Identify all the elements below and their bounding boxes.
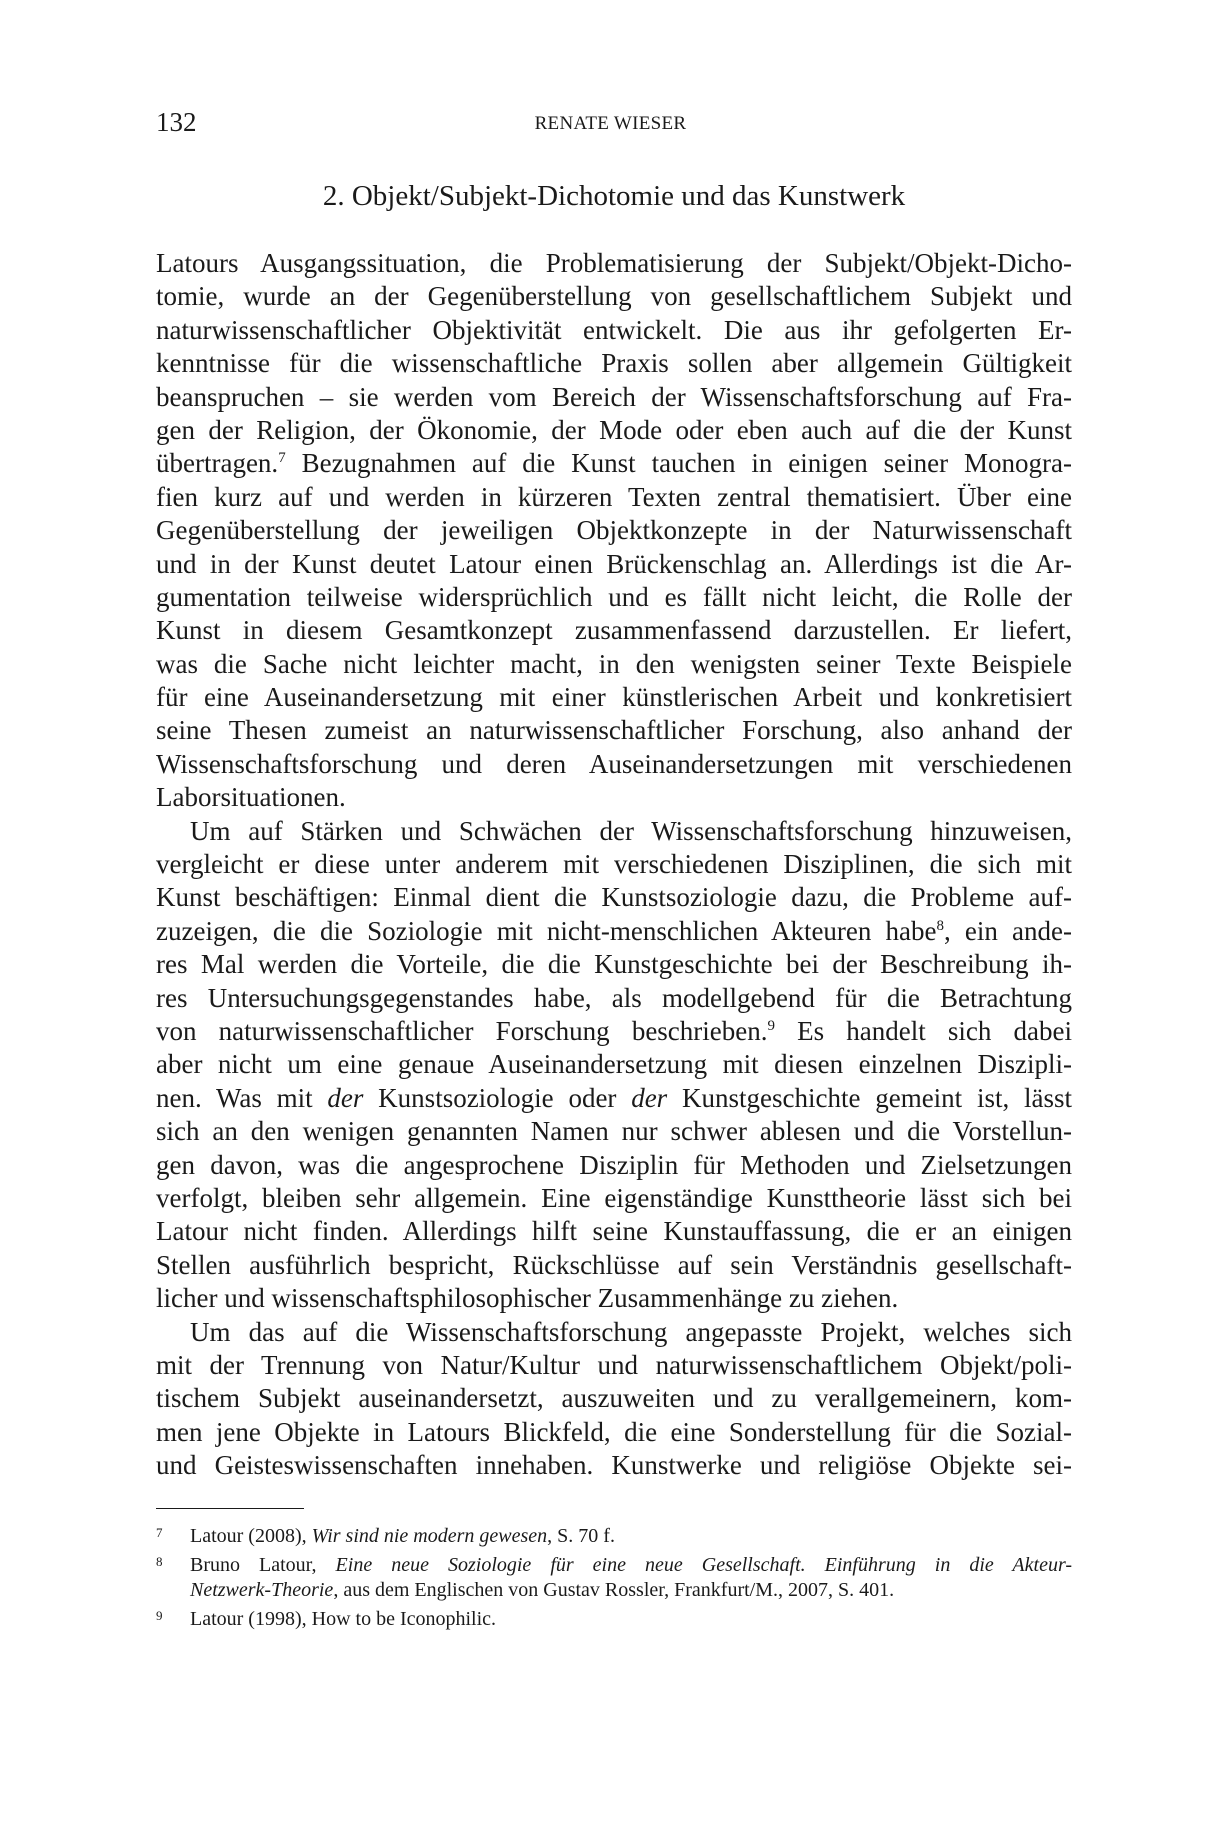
body-line: vergleicht er diese unter anderem mit verschiedenen Disziplinen, die sich mit xyxy=(156,849,1072,880)
body-line: beanspruchen – sie werden vom Bereich der Wissenschaftsforschung auf Fra- xyxy=(156,381,1072,412)
footnote-ref-9[interactable]: 9 xyxy=(767,1017,776,1034)
body-line: verfolgt, bleiben sehr allgemein. Eine eigenständige Kunsttheorie lässt sich bei xyxy=(156,1182,1072,1213)
body-text-span: Es handelt sich dabei xyxy=(775,1015,1073,1046)
body-line: Latour nicht finden. Allerdings hilft seine Kunstauffassung, die er an einigen xyxy=(156,1216,1072,1247)
footnote-number: 7 xyxy=(156,1525,163,1540)
body-line: licher und wissenschaftsphilosophischer Zusammenhänge zu ziehen. xyxy=(156,1283,899,1314)
body-line: res Untersuchungsgegenstandes habe, als modellgebend für die Betrachtung xyxy=(156,982,1072,1013)
footnote-number: 9 xyxy=(156,1608,163,1623)
footnote-7 xyxy=(156,1524,1072,1549)
footnote-title: Netzwerk-Theorie xyxy=(190,1579,334,1601)
body-line: und in der Kunst deutet Latour einen Brückenschlag an. Allerdings ist die Ar- xyxy=(156,548,1072,579)
emphasis: der xyxy=(327,1082,364,1113)
footnote-line xyxy=(190,1524,1072,1549)
body-line: men jene Objekte in Latours Blickfeld, die eine Sonderstellung für die Sozial- xyxy=(156,1416,1072,1447)
body-text xyxy=(156,247,1072,1482)
body-line: Um auf Stärken und Schwächen der Wissenschaftsforschung hinzuweisen, xyxy=(190,815,1072,846)
footnote-ref-8[interactable]: 8 xyxy=(936,917,945,934)
footnote-title: Wir sind nie modern gewesen xyxy=(311,1525,548,1547)
body-line xyxy=(156,1082,1072,1115)
footnote-title: Eine neue Soziologie für eine neue Gesellschaft. Einführung in die Akteur- xyxy=(335,1554,1072,1576)
body-text-span: übertragen. xyxy=(156,448,279,479)
body-line: Stellen ausführlich bespricht, Rückschlüsse auf sein Verständnis gesellschaft- xyxy=(156,1249,1072,1280)
body-line: gen der Religion, der Ökonomie, der Mode oder eben auch auf die der Kunst xyxy=(156,414,1072,445)
running-head-author: RENATE WIESER xyxy=(534,113,687,134)
body-line: aber nicht um eine genaue Auseinandersetzung mit diesen einzelnen Diszipli- xyxy=(156,1049,1072,1080)
body-text-span: Kunstgeschichte gemeint ist, lässt xyxy=(667,1082,1072,1113)
emphasis: der xyxy=(631,1082,668,1113)
body-line: Latours Ausgangssituation, die Problematisierung der Subjekt/Objekt-Dicho- xyxy=(156,248,1072,278)
body-line: res Mal werden die Vorteile, die die Kunstgeschichte bei der Beschreibung ih- xyxy=(156,949,1072,980)
body-line: gumentation teilweise widersprüchlich und es fällt nicht leicht, die Rolle der xyxy=(156,581,1072,612)
body-line: mit der Trennung von Natur/Kultur und naturwissenschaftlichem Objekt/poli- xyxy=(156,1349,1072,1380)
section-heading: 2. Objekt/Subjekt-Dichotomie und das Kunstwerk xyxy=(322,180,906,212)
footnote-9 xyxy=(156,1607,1072,1632)
body-line: seine Thesen zumeist an naturwissenschaftlicher Forschung, also anhand der xyxy=(156,715,1072,746)
footnote-text: , S. 70 f. xyxy=(547,1525,615,1547)
footnote-divider xyxy=(156,1508,304,1509)
body-line: für eine Auseinandersetzung mit einer künstlerischen Arbeit und konkretisiert xyxy=(156,682,1072,713)
body-line xyxy=(156,447,1072,480)
body-line: Um das auf die Wissenschaftsforschung angepasste Projekt, welches sich xyxy=(190,1316,1072,1347)
footnote-8 xyxy=(156,1553,1072,1603)
footnotes xyxy=(156,1524,1072,1632)
body-line xyxy=(156,1015,1072,1048)
body-line: was die Sache nicht leichter macht, in den wenigsten seiner Texte Beispiele xyxy=(156,648,1072,679)
body-text-span: Bezugnahmen auf die Kunst tauchen in einigen seiner Monogra- xyxy=(285,448,1072,479)
body-line: Wissenschaftsforschung und deren Auseinandersetzungen mit verschiedenen xyxy=(156,748,1072,779)
page-number: 132 xyxy=(156,107,197,137)
body-text-span: , ein ande- xyxy=(944,915,1072,946)
footnote-text: , aus dem Englischen von Gustav Rossler, Frankfurt/M., 2007, S. 401. xyxy=(333,1579,895,1601)
body-line: Kunst beschäftigen: Einmal dient die Kunstsoziologie dazu, die Probleme auf- xyxy=(156,882,1072,913)
body-line: sich an den wenigen genannten Namen nur schwer ablesen und die Vorstellun- xyxy=(156,1116,1072,1147)
body-line: kenntnisse für die wissenschaftliche Praxis sollen aber allgemein Gültigkeit xyxy=(156,348,1072,379)
body-line: Laborsituationen. xyxy=(156,782,346,813)
body-line: fien kurz auf und werden in kürzeren Texten zentral thematisiert. Über eine xyxy=(156,481,1072,512)
body-line: gen davon, was die angesprochene Disziplin für Methoden und Zielsetzungen xyxy=(156,1149,1072,1180)
body-line: tischem Subjekt auseinandersetzt, auszuweiten und zu verallgemeinern, kom- xyxy=(156,1383,1072,1414)
footnote-ref-7[interactable]: 7 xyxy=(278,450,286,467)
footnote-text: Bruno Latour, xyxy=(190,1554,336,1576)
body-line: Gegenüberstellung der jeweiligen Objektkonzepte in der Naturwissenschaft xyxy=(156,515,1072,546)
footnote-line: Latour (1998), How to be Iconophilic. xyxy=(190,1608,497,1630)
body-line: Kunst in diesem Gesamtkonzept zusammenfassend darzustellen. Er liefert, xyxy=(156,615,1072,646)
body-text-span: von naturwissenschaftlicher Forschung beschrieben. xyxy=(156,1015,768,1046)
body-line: tomie, wurde an der Gegenüberstellung von gesellschaftlichem Subjekt und xyxy=(156,281,1072,312)
body-text-span: zuzeigen, die die Soziologie mit nicht-menschlichen Akteuren habe xyxy=(156,915,937,946)
body-text-span: Kunstsoziologie oder xyxy=(363,1082,632,1113)
body-line: und Geisteswissenschaften innehaben. Kunstwerke und religiöse Objekte sei- xyxy=(156,1450,1072,1481)
footnote-text: Latour (2008), xyxy=(190,1525,312,1547)
footnote-line xyxy=(190,1578,1072,1603)
footnote-number: 8 xyxy=(156,1554,163,1569)
footnote-line xyxy=(190,1553,1072,1578)
body-text-span: nen. Was mit xyxy=(156,1082,328,1113)
body-line: naturwissenschaftlicher Objektivität entwickelt. Die aus ihr gefolgerten Er- xyxy=(156,314,1072,345)
body-line xyxy=(156,915,1072,948)
